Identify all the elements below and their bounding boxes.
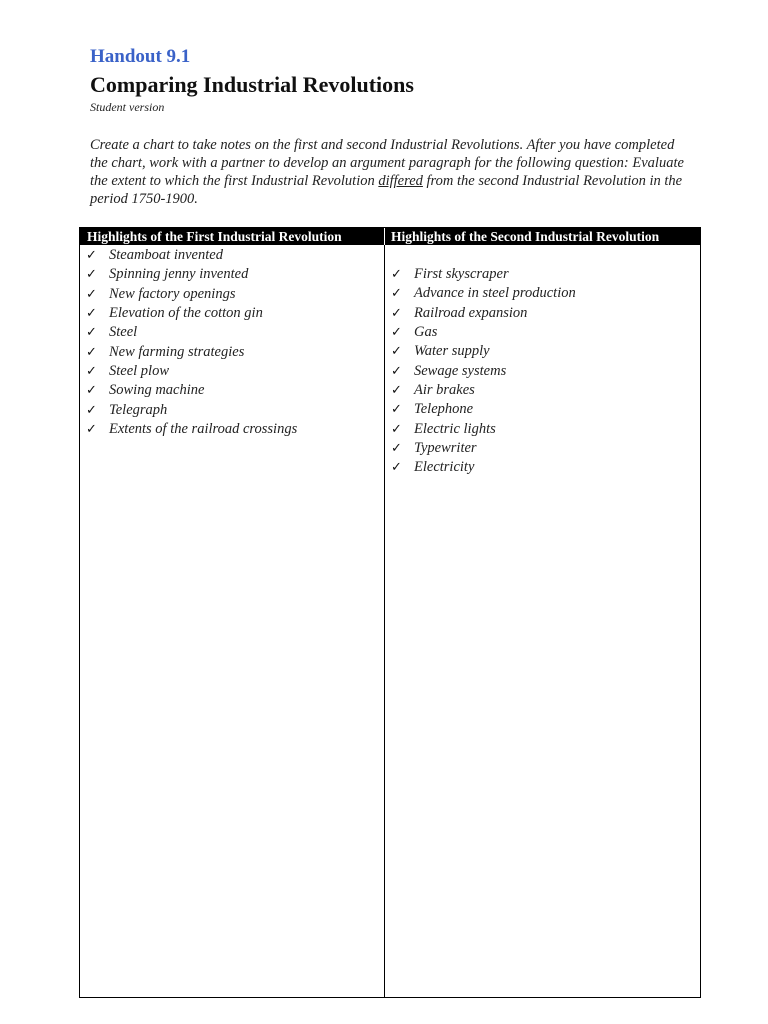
checkmark-icon: ✓	[391, 325, 402, 341]
second-revolution-column	[385, 245, 700, 997]
list-item	[385, 458, 700, 477]
list-item-text: Electric lights	[414, 420, 496, 437]
checkmark-icon: ✓	[391, 344, 402, 360]
list-item	[80, 323, 384, 342]
list-item-text: New factory openings	[109, 285, 236, 302]
checkmark-icon: ✓	[86, 363, 97, 379]
checkmark-icon: ✓	[86, 267, 97, 283]
checkmark-icon: ✓	[391, 382, 402, 398]
instructions-text: Create a chart to take notes on the first and second Industrial Revolutions. After you have completed the chart, work with a partner to develop an argument paragraph for the following question: Evaluate the extent to which the first Industrial Revolution	[90, 137, 684, 189]
list-item	[385, 265, 700, 284]
chart-body	[80, 245, 700, 997]
list-item-text: Spinning jenny invented	[109, 266, 249, 283]
list-item	[80, 265, 384, 284]
list-item	[80, 420, 384, 439]
checkmark-icon: ✓	[391, 460, 402, 476]
checkmark-icon: ✓	[391, 402, 402, 418]
list-item-text: Gas	[414, 324, 438, 341]
list-item	[80, 362, 384, 381]
list-item	[385, 439, 700, 458]
checkmark-icon: ✓	[391, 363, 402, 379]
first-revolution-column	[80, 245, 385, 997]
list-item	[385, 361, 700, 380]
instructions-emphasis: differed	[378, 173, 423, 189]
list-item	[80, 246, 384, 265]
checkmark-icon: ✓	[391, 267, 402, 283]
checkmark-icon: ✓	[391, 421, 402, 437]
list-item-text: Sowing machine	[109, 382, 205, 399]
list-item-text: Steel	[109, 324, 138, 341]
list-item-text: Steamboat invented	[109, 247, 223, 264]
instructions-paragraph	[90, 136, 690, 208]
list-item-text: Telephone	[414, 401, 474, 418]
list-item-text: Steel plow	[109, 362, 170, 379]
list-item	[385, 304, 700, 323]
list-item-text: Railroad expansion	[414, 304, 528, 321]
handout-label: Handout 9.1	[90, 46, 191, 67]
checkmark-icon: ✓	[86, 325, 97, 341]
checkmark-icon: ✓	[86, 344, 97, 360]
list-item	[80, 285, 384, 304]
instructions-text-end: from the second Industrial Revolution in the period 1750-1900.	[90, 173, 683, 207]
checkmark-icon: ✓	[86, 248, 97, 264]
list-item-text: New farming strategies	[109, 343, 245, 360]
list-item-text: Elevation of the cotton gin	[109, 305, 263, 322]
notes-chart-table	[79, 227, 701, 998]
list-item	[385, 400, 700, 419]
page-title: Comparing Industrial Revolutions	[90, 72, 414, 97]
list-item	[80, 342, 384, 361]
chart-header-row	[80, 228, 700, 245]
list-item-text: Advance in steel production	[414, 285, 576, 302]
list-item-text: Air brakes	[414, 381, 475, 398]
list-item	[385, 381, 700, 400]
list-item	[80, 400, 384, 419]
list-item-text: Sewage systems	[414, 362, 507, 379]
checkmark-icon: ✓	[391, 440, 402, 456]
list-item	[80, 304, 384, 323]
list-item-text: Water supply	[414, 343, 490, 360]
list-item	[385, 419, 700, 438]
checkmark-icon: ✓	[86, 286, 97, 302]
list-item	[385, 284, 700, 303]
checkmark-icon: ✓	[391, 286, 402, 302]
list-item-text: Telegraph	[109, 401, 168, 418]
list-item-text: Typewriter	[414, 439, 477, 456]
page-subtitle: Student version	[90, 100, 165, 114]
checkmark-icon: ✓	[86, 306, 97, 322]
list-item	[80, 381, 384, 400]
list-item-text: Extents of the railroad crossings	[109, 420, 298, 437]
checkmark-icon: ✓	[86, 383, 97, 399]
list-item-text: Electricity	[414, 459, 475, 476]
checkmark-icon: ✓	[391, 305, 402, 321]
list-item	[385, 342, 700, 361]
column-header-first-revolution: Highlights of the First Industrial Revolution	[80, 228, 385, 245]
list-item-text: First skyscraper	[414, 266, 509, 283]
checkmark-icon: ✓	[86, 402, 97, 418]
checkmark-icon: ✓	[86, 421, 97, 437]
column-header-second-revolution: Highlights of the Second Industrial Revolution	[391, 229, 660, 244]
list-item	[385, 323, 700, 342]
